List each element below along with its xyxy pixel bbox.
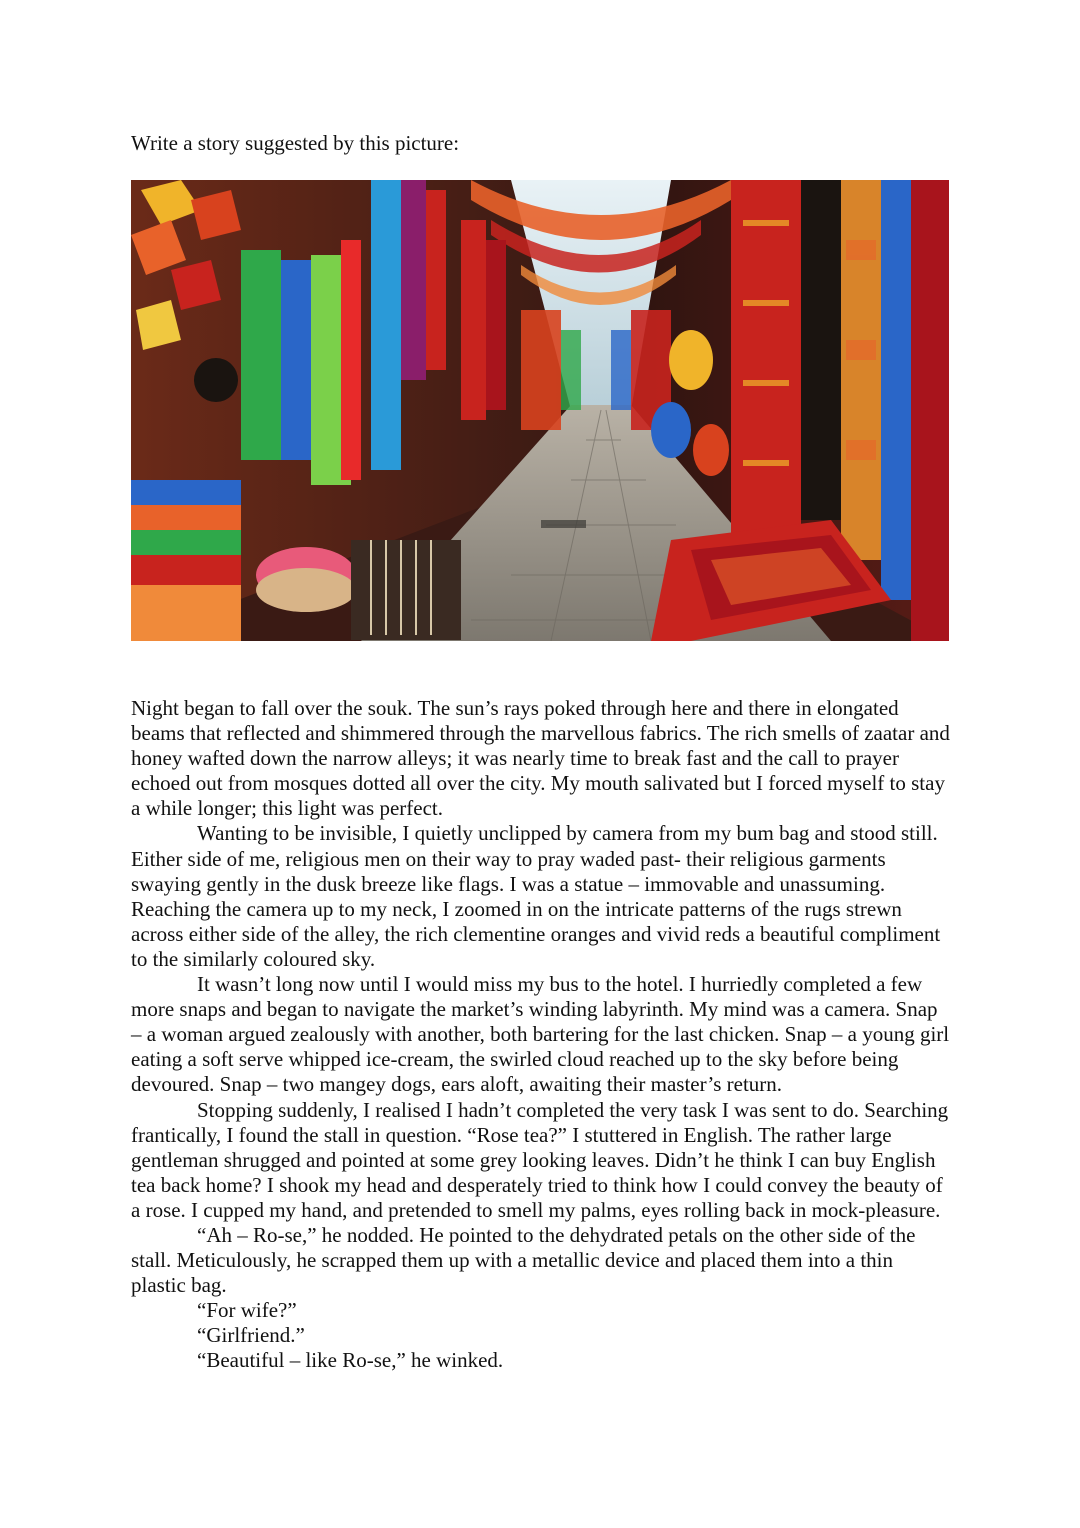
story-paragraph-5: “Ah – Ro-se,” he nodded. He pointed to the dehydrated petals on the other side of the stall. Meticulously, he scrapped them up with a metallic device and placed them into a thin plastic bag.	[131, 1222, 916, 1298]
story-paragraph-3: It wasn’t long now until I would miss my bus to the hotel. I hurriedly completed a few more snaps and began to navigate the market’s winding labyrinth. My mind was a camera. Snap – a woman argued zealously with another, both bartering for the last chicken. Snap – a young girl eating a soft serve whipped ice-cream, the swirled cloud reached up to the sky before being devoured. Snap – two mangey dogs, ears aloft, awaiting their master’s return.	[131, 972, 950, 1097]
story-paragraph-2: Wanting to be invisible, I quietly unclipped by camera from my bum bag and stood still. Either side of me, religious men on their way to pray waded past- their religious garments swaying gently in the dusk breeze like flags. I was a statue – immovable and unassuming. Reaching the camera up to my neck, I zoomed in on the intricate patterns of the rugs strewn across either side of the alley, the rich clementine oranges and vivid reds a beautiful compliment to the similarly coloured sky.	[131, 821, 941, 971]
story-dialogue-3: “Beautiful – like Ro-se,” he winked.	[197, 1348, 504, 1373]
prompt-heading: Write a story suggested by this picture:	[131, 131, 460, 155]
story-dialogue-1: “For wife?”	[197, 1298, 297, 1323]
story-paragraph-1: Night began to fall over the souk. The sun’s rays poked through here and there in elongated beams that reflected and shimmered through the marvellous fabrics. The rich smells of zaatar and honey wafted down the narrow alleys; it was nearly time to break fast and the call to prayer echoed out from mosques dotted all over the city. My mouth salivated but I forced myself to stay a while longer; this light was perfect.	[131, 696, 950, 821]
story-text	[131, 696, 953, 1374]
market-alley-photo	[131, 180, 949, 641]
story-paragraph-4: Stopping suddenly, I realised I hadn’t completed the very task I was sent to do. Searching frantically, I found the stall in question. “Rose tea?” I stuttered in English. The rather large gentleman shrugged and pointed at some grey looking leaves. Didn’t he think I can buy English tea back home? I shook my head and desperately tried to think how I could convey the beauty of a rose. I cupped my hand, and pretended to smell my palms, eyes rolling back in mock-pleasure.	[131, 1097, 949, 1222]
story-dialogue-2: “Girlfriend.”	[197, 1323, 305, 1348]
